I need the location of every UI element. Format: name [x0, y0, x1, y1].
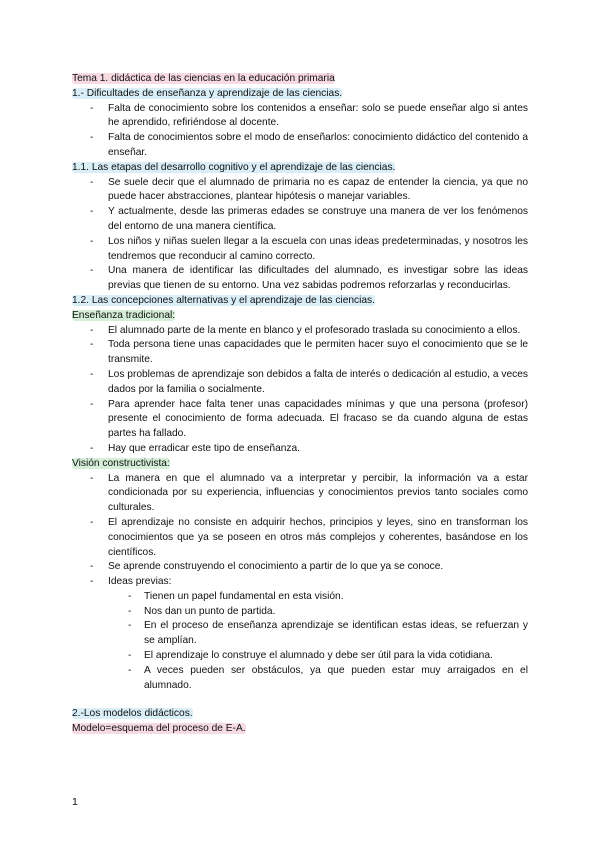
section-1-1-heading-text: 1.1. Las etapas del desarrollo cognitivo y el aprendizaje de las ciencias.: [72, 161, 396, 173]
constructivist-heading-text: Visión constructivista:: [72, 457, 170, 469]
list-item: - Los problemas de aprendizaje son debidos a falta de interés o dedicación al estudio, a veces dados por la familia o socialmente.: [72, 368, 528, 398]
doc-title: [72, 72, 528, 87]
list-item: - Los niños y niñas suelen llegar a la escuela con unas ideas predeterminadas, y nosotros les tendremos que reconducir al camino correcto.: [72, 235, 528, 265]
ideas-previas-list: [72, 590, 528, 694]
list-item: - Se aprende construyendo el conocimiento a partir de lo que ya se conoce.: [72, 560, 528, 575]
page-number: 1: [72, 796, 78, 808]
spacer: [72, 693, 528, 707]
sub-list-item: - Tienen un papel fundamental en esta visión.: [72, 590, 528, 605]
section-2-heading-text: 2.-Los modelos didácticos.: [72, 708, 193, 720]
list-item: - Se suele decir que el alumnado de primaria no es capaz de entender la ciencia, ya que no puede hacer abstracciones, plantear hipótesis o manejar variables.: [72, 176, 528, 206]
list-item: - Para aprender hace falta tener unas capacidades mínimas y que una persona (profesor) presente el conocimiento de forma adecuada. El fracaso se da cuando alguna de estas partes ha fallado.: [72, 398, 528, 442]
traditional-heading: [72, 309, 528, 324]
sub-list-item: - A veces pueden ser obstáculos, ya que pueden estar muy arraigados en el alumnado.: [72, 664, 528, 694]
list-item: - Ideas previas:: [72, 575, 528, 590]
list-item: - Falta de conocimiento sobre los contenidos a enseñar: solo se puede enseñar algo si antes he aprendido, refiriéndose al docente.: [72, 102, 528, 132]
section-1-heading: [72, 87, 528, 102]
list-item: - Una manera de identificar las dificultades del alumnado, es investigar sobre las ideas previas que tienen de su entorno. Una vez sabidas podremos reforzarlas y reconducirlas.: [72, 264, 528, 294]
section-1-list: [72, 102, 528, 161]
sub-list-item: - El aprendizaje lo construye el alumnado y debe ser útil para la vida cotidiana.: [72, 649, 528, 664]
list-item: - Falta de conocimientos sobre el modo de enseñarlos: conocimiento didáctico del contenido a enseñar.: [72, 131, 528, 161]
sub-list-item: - En el proceso de enseñanza aprendizaje se identifican estas ideas, se refuerzan y se amplían.: [72, 619, 528, 649]
list-item: - La manera en que el alumnado va a interpretar y percibir, la información va a estar condicionada por su experiencia, influencias y conocimientos previos tanto sociales como culturales.: [72, 472, 528, 516]
section-2-subheading-text: Modelo=esquema del proceso de E-A.: [72, 723, 246, 735]
section-2-heading: [72, 707, 528, 722]
section-1-1-heading: [72, 161, 528, 176]
document-body: [72, 72, 528, 737]
section-1-2-heading-text: 1.2. Las concepciones alternativas y el aprendizaje de las ciencias.: [72, 294, 375, 306]
section-1-2-heading: [72, 294, 528, 309]
list-item: - Hay que erradicar este tipo de enseñanza.: [72, 442, 528, 457]
sub-list-item: - Nos dan un punto de partida.: [72, 605, 528, 620]
constructivist-heading: [72, 457, 528, 472]
list-item: - El alumnado parte de la mente en blanco y el profesorado traslada su conocimiento a ellos.: [72, 324, 528, 339]
constructivist-list: [72, 472, 528, 590]
section-2-subheading: [72, 722, 528, 737]
list-item: - Toda persona tiene unas capacidades que le permiten hacer suyo el conocimiento que se le transmite.: [72, 338, 528, 368]
list-item: - Y actualmente, desde las primeras edades se construye una manera de ver los fenómenos del entorno de una manera científica.: [72, 205, 528, 235]
list-item: - El aprendizaje no consiste en adquirir hechos, principios y leyes, sino en transforman los conocimientos que ya se poseen en otros más complejos y coherentes, basándose en los científicos.: [72, 516, 528, 560]
doc-title-text: Tema 1. didáctica de las ciencias en la educación primaria: [72, 73, 335, 84]
traditional-heading-text: Enseñanza tradicional:: [72, 309, 176, 321]
section-1-heading-text: 1.- Dificultades de enseñanza y aprendizaje de las ciencias.: [72, 87, 343, 99]
section-1-1-list: [72, 176, 528, 294]
traditional-list: [72, 324, 528, 457]
